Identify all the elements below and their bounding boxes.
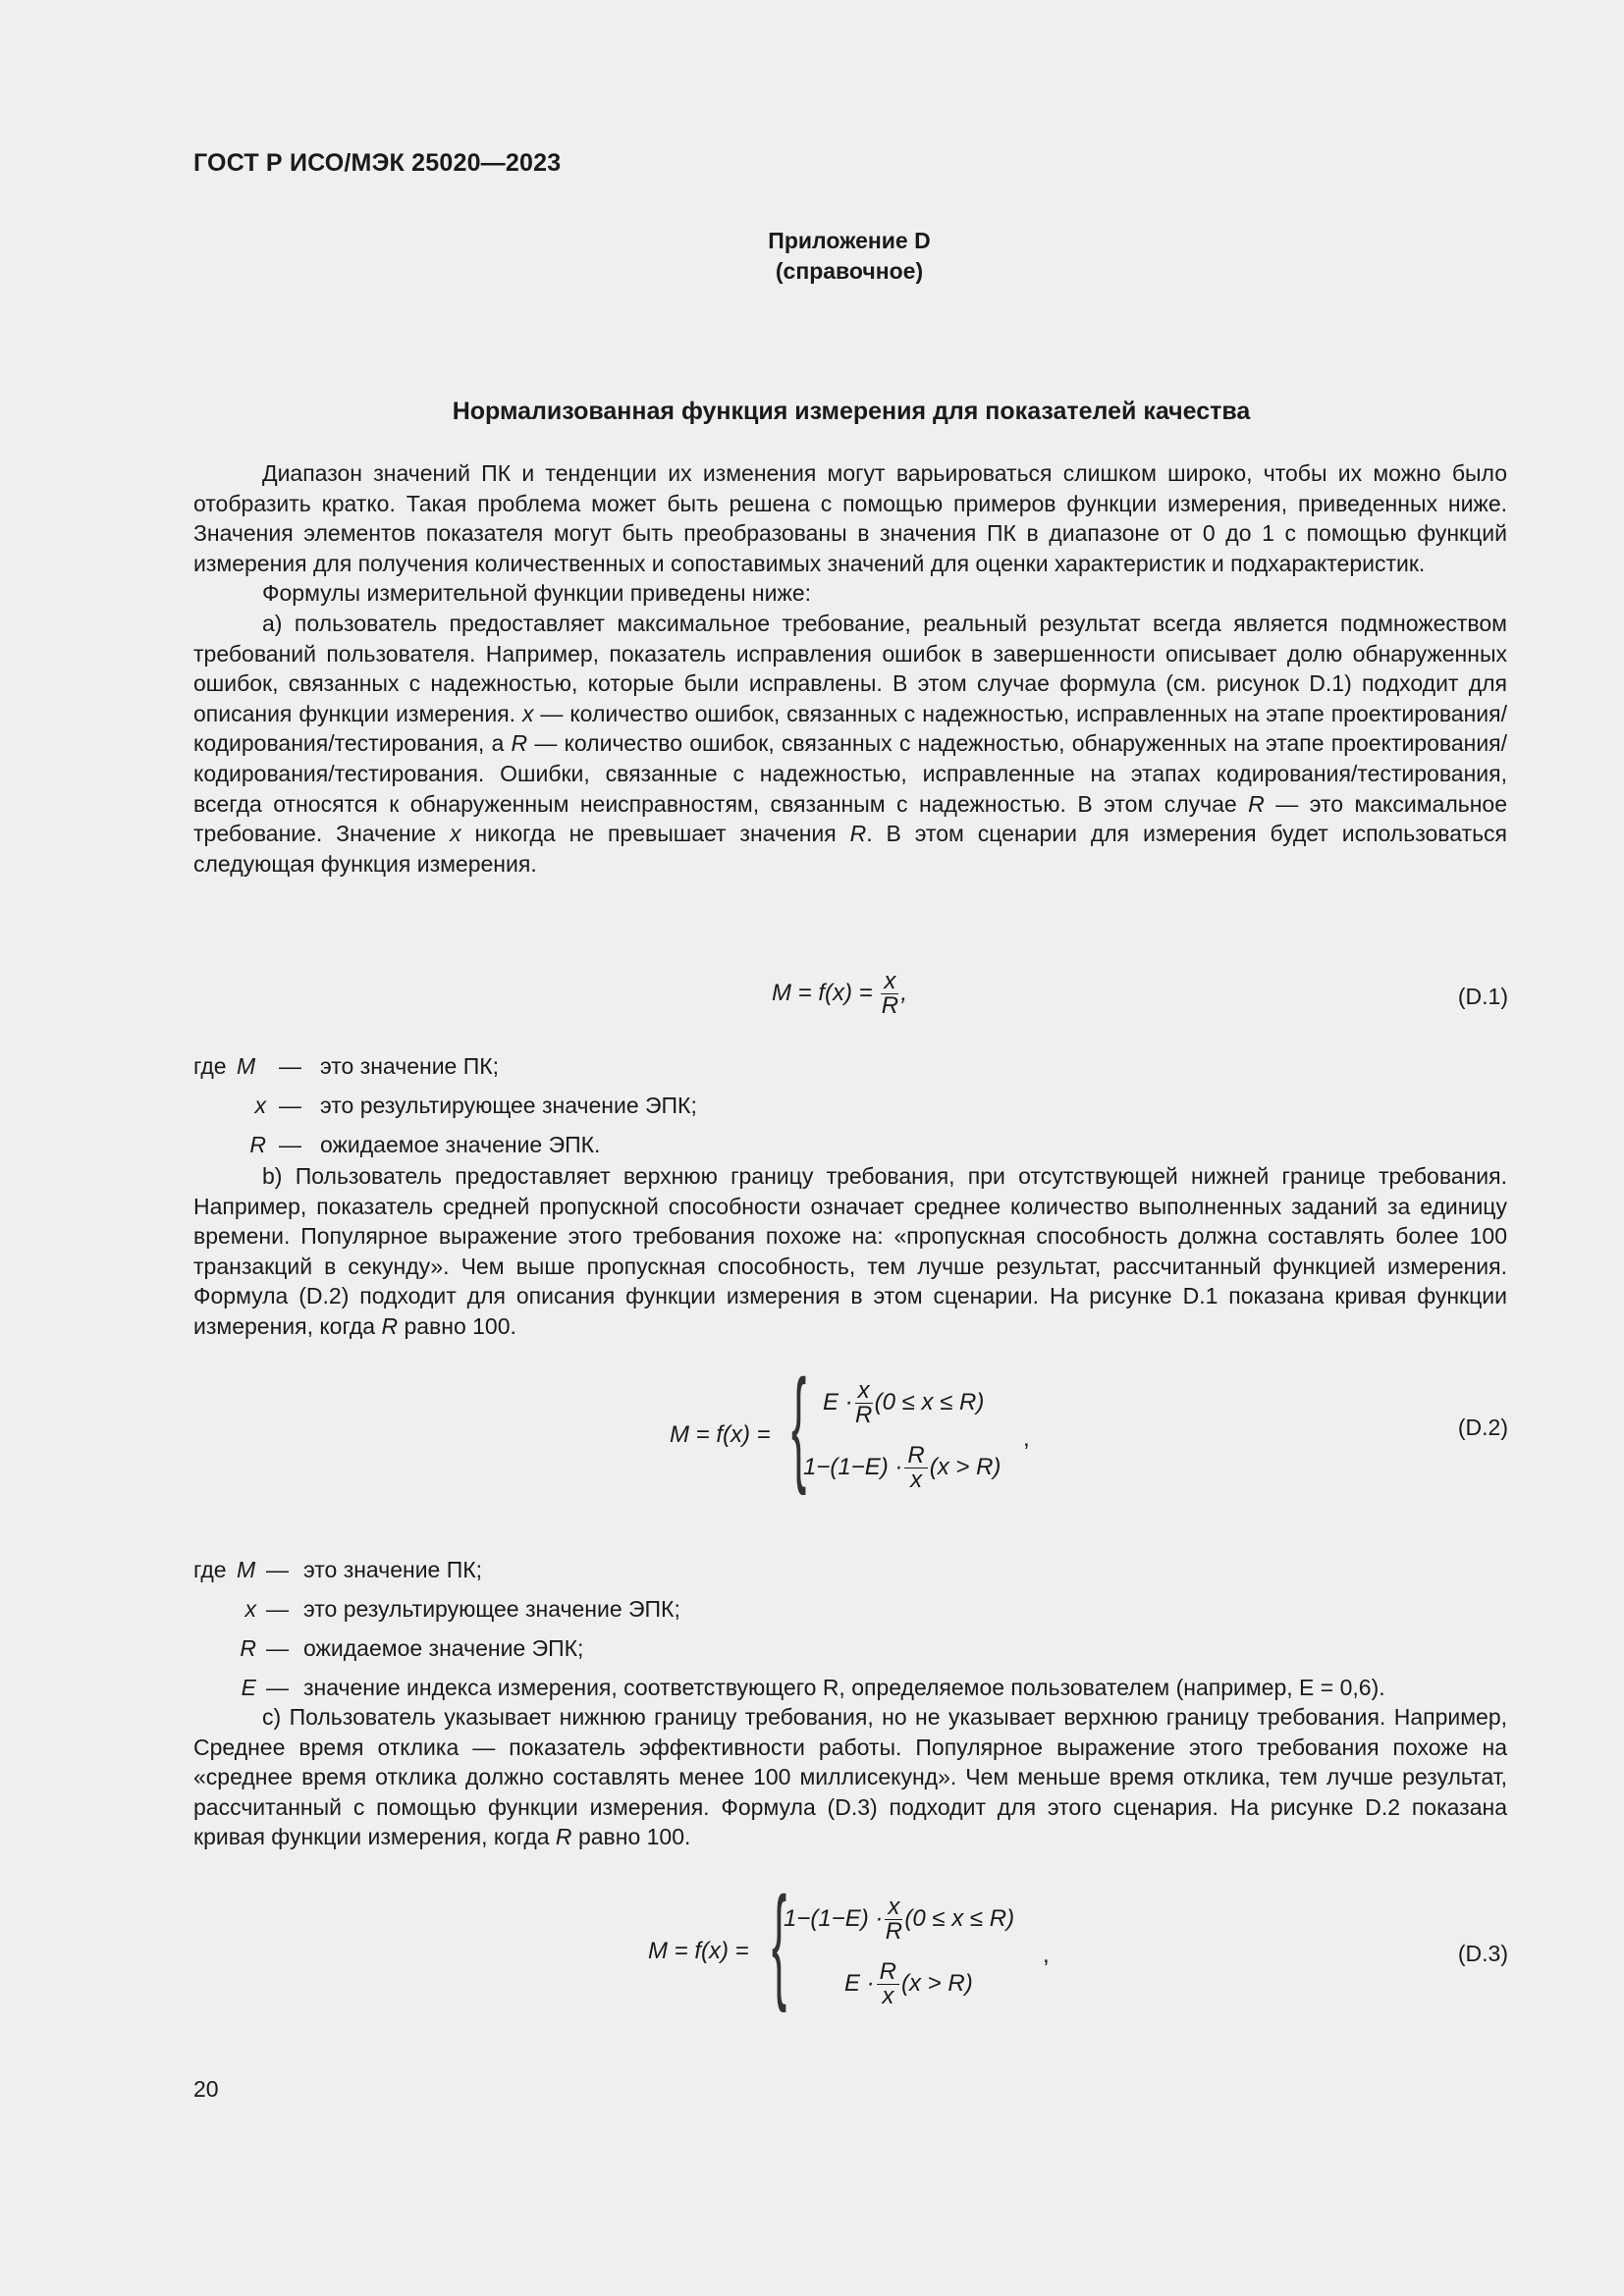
formula-d2-line-1: E · $\frac{x}{R}$ (0 ≤ x ≤ R)	[823, 1377, 985, 1428]
formula-d3-comma: ,	[1043, 1942, 1050, 1968]
paragraph-c: c) Пользователь указывает нижнюю границу требования, но не указывает верхнюю границу требования. Например, Среднее время отклика — показатель эффективности работы. Популярное выражение этого требования похоже на «среднее время отклика должно составлять менее 100 миллисекунд». Чем меньше время отклика, тем лучше результат, рассчитанный с помощью функции измерения. Формула (D.3) подходит для этого сценария. На рисунке D.2 показана кривая функции измерения, когда R равно 100.	[193, 1704, 1507, 1850]
page-number: 20	[193, 2076, 219, 2102]
paragraph-b: b) Пользователь предоставляет верхнюю границу требования, при отсутствующей нижней границе требования. Например, показатель средней пропускной способности означает среднее количество выполненных заданий за единицу времени. Популярное выражение этого требования похоже на: «пропускная способность должна составлять более 100 транзакций в секунду». Чем выше пропускная способность, тем лучше результат, рассчитанный функцией измерения. Формула (D.2) подходит для описания функции измерения в этом сценарии. На рисунке D.1 показана кривая функции измерения, когда R равно 100.	[193, 1163, 1507, 1339]
formula-d3-lhs: M = f(x) =	[648, 1938, 749, 1964]
formula-d1-label: (D.1)	[1457, 984, 1508, 1009]
formula-d1-fraction: $\frac{x}{R}$	[881, 968, 899, 1019]
section-title: Нормализованная функция измерения для показателей качества	[452, 398, 1251, 425]
formula-d1: M = f(x) = $\frac{x}{R}$ ,	[772, 968, 908, 1019]
formula-d2-line-2: 1−(1−E) · $\frac{R}{x}$ (x > R)	[803, 1442, 1001, 1493]
formula-d3-brace: {	[772, 1870, 787, 2013]
paragraph-a: a) пользователь предоставляет максимальное требование, реальный результат всегда является подмножеством требований пользователя. Например, показатель исправления ошибок в завершенности описывает долю обнаруженных ошибок, связанных с надежностью, которые были исправлены. В этом случае формула (см. рисунок D.1) подходит для описания функции измерения. x — количество ошибок, связанных с надежностью, исправленных на этапе проектирования/кодирования/тестирования, а R — количество ошибок, связанных с надежностью, обнаруженных на этапе проектирования/кодирования/тестирования. Ошибки, связанные с надежностью, исправленные на этапах кодирования/тестирования, всегда относятся к обнаруженным неисправностям, связанным с надежностью. В этом случае R — это максимальное требование. Значение x никогда не превышает значения R. В этом сценарии для измерения будет использоваться следующая функция измерения.	[193, 610, 1508, 877]
formula-d3-line-2: E · $\frac{R}{x}$ (x > R)	[844, 1958, 973, 2009]
annex-subtitle: (справочное)	[775, 258, 924, 284]
where-list-1: где M — это значение ПК; x — это результирующее значение ЭПК; R — ожидаемое значение ЭПК.	[193, 1053, 697, 1157]
annex-title: Приложение D	[768, 228, 931, 253]
formula-d2-label: (D.2)	[1457, 1415, 1508, 1440]
intro-text	[193, 458, 1507, 879]
formula-d3-line-1: 1−(1−E) · $\frac{x}{R}$ (0 ≤ x ≤ R)	[784, 1894, 1015, 1945]
formula-d2-lhs: M = f(x) =	[670, 1421, 771, 1448]
formula-d2-brace: {	[791, 1353, 807, 1496]
intro-paragraph-2: Формулы измерительной функции приведены ниже:	[262, 580, 812, 607]
formula-d2-comma: ,	[1023, 1425, 1030, 1452]
intro-paragraph-1: Диапазон значений ПК и тенденции их изменения могут варьироваться слишком широко, чтобы их можно было отобразить кратко. Такая проблема может быть решена с помощью примеров функции измерения, приведенных ниже. Значения элементов показателя могут быть преобразованы в значения ПК в диапазоне от 0 до 1 с помощью функций измерения для получения количественных и сопоставимых значений для оценки характеристик и подхарактеристик.	[193, 460, 1507, 576]
document-header: ГОСТ Р ИСО/МЭК 25020—2023	[193, 149, 562, 177]
formula-d3-label: (D.3)	[1457, 1941, 1508, 1966]
where-list-2: где M — это значение ПК; x — это результирующее значение ЭПК; R — ожидаемое значение ЭПК; E — значение индекса измерения, соответствующего R, определяемое пользователем (например, E = 0,6).	[193, 1557, 1385, 1700]
formula-d1-lhs: M = f(x) =	[772, 979, 873, 1006]
